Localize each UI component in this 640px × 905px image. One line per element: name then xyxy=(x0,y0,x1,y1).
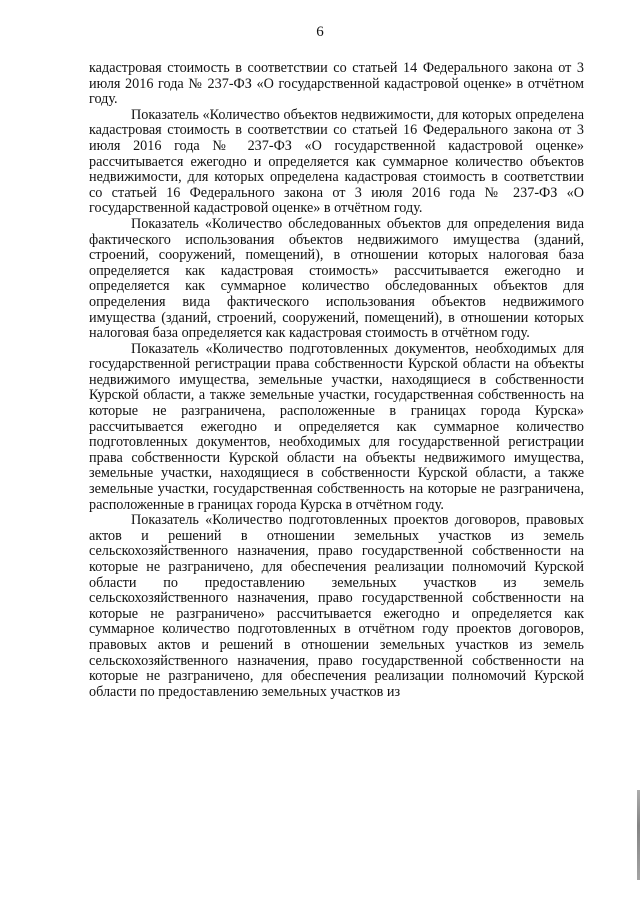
paragraph-real-estate-count: Показатель «Количество объектов недвижимости, для которых определена кадастровая стоимость в соответствии со статьей 16 Федерального закона от 3 июля 2016 года № 237-ФЗ «О государственной кадастровой оценке» рассчитывается ежегодно и определяется как суммарное количество объектов недвижимости, для которых определена кадастровая стоимость в соответствии со статьей 16 Федерального закона от 3 июля 2016 года № 237-ФЗ «О государственной кадастровой оценке» в отчётном году. xyxy=(89,106,584,217)
paragraph-continued: кадастровая стоимость в соответствии со статьей 14 Федерального закона от 3 июля 2016 года № 237-ФЗ «О государственной кадастровой оценке» в отчётном году. xyxy=(89,60,584,108)
body-text xyxy=(89,61,584,700)
paragraph-agricultural-land: Показатель «Количество подготовленных проектов договоров, правовых актов и решений в отношении земельных участков из земель сельскохозяйственного назначения, право государственной собственности на которые не разграничено, для обеспечения реализации полномочий Курской области по предоставлению земельных участков из земель сельскохозяйственного назначения, право государственной собственности на которые не разграничено» рассчитывается ежегодно и определяется как суммарное количество подготовленных в отчётном году проектов договоров, правовых актов и решений в отношении земельных участков из земель сельскохозяйственного назначения, право государственной собственности на которые не разграничено, для обеспечения реализации полномочий Курской области по предоставлению земельных участков из xyxy=(89,512,584,700)
paragraph-registration-documents: Показатель «Количество подготовленных документов, необходимых для государственной регистрации права собственности Курской области на объекты недвижимого имущества, земельные участки, находящиеся в собственности Курской области, а также земельные участки, государственная собственность на которые не разграничена, расположенные в границах города Курска» рассчитывается ежегодно и определяется как суммарное количество подготовленных документов, необходимых для государственной регистрации права собственности Курской области на объекты недвижимого имущества, земельные участки, находящиеся в собственности Курской области, а также земельные участки, государственная собственность на которые не разграничена, расположенные в границах города Курска в отчётном году. xyxy=(89,340,584,513)
paragraph-surveyed-objects: Показатель «Количество обследованных объектов для определения вида фактического использования объектов недвижимого имущества (зданий, строений, сооружений, помещений), в отношении которых налоговая база определяется как кадастровая стоимость» рассчитывается ежегодно и определяется как суммарное количество обследованных объектов для определения вида фактического использования объектов недвижимого имущества (зданий, строений, сооружений, помещений), в отношении которых налоговая база определяется как кадастровая стоимость в отчётном году. xyxy=(89,215,584,342)
page-number: 6 xyxy=(316,24,324,40)
